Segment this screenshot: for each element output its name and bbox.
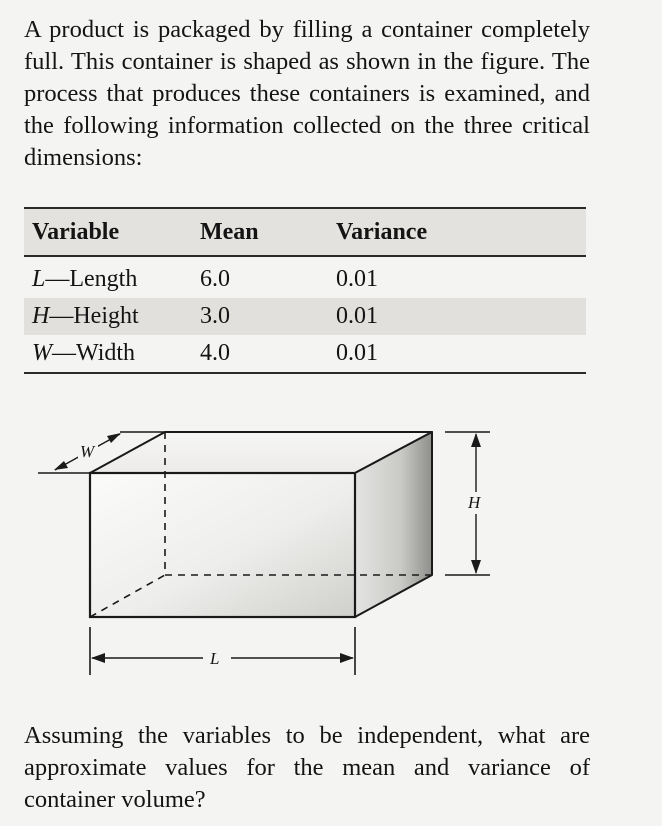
header-variable: Variable [24,208,200,256]
table-row [24,256,586,298]
table-row [24,298,586,335]
mean-cell: 3.0 [200,298,336,335]
mean-cell: 4.0 [200,335,336,373]
mean-cell: 6.0 [199,266,230,292]
width-arrow-upper [107,433,121,443]
width-label: W [80,442,95,461]
variance-cell: 0.01 [336,298,586,335]
variable-symbol: H [32,303,50,329]
container-box-figure [0,400,662,700]
length-arrow-right [340,653,354,663]
dimensions-table [24,207,586,374]
variable-cell [24,298,200,335]
height-arrow-top [471,433,481,447]
variable-symbol: L [32,266,46,292]
variance-cell: 0.01 [336,266,378,292]
length-arrow-left [91,653,105,663]
variance-cell: 0.01 [336,335,586,373]
problem-question-text: Assuming the variables to be independent, what are approximate values for the mean and variance of container volume? [24,722,590,813]
variable-name: —Height [49,303,139,329]
height-arrow-bottom [471,560,481,574]
variable-cell [24,335,200,373]
problem-intro-text: A product is packaged by filling a container completely full. This container is shaped as shown in the figure. The process that produces these containers is examined, and the following information collected on the three critical dimensions: [24,16,590,171]
table-row [24,335,586,373]
length-label: L [210,649,220,668]
table-header-row [24,208,586,256]
header-mean: Mean [200,208,336,256]
variable-name: —Width [52,340,136,366]
variable-cell [24,256,200,298]
variable-name: —Length [45,266,138,292]
variable-symbol: W [32,340,52,366]
header-variance: Variance [336,208,586,256]
height-label: H [468,493,481,512]
width-arrow-lower [54,461,68,470]
